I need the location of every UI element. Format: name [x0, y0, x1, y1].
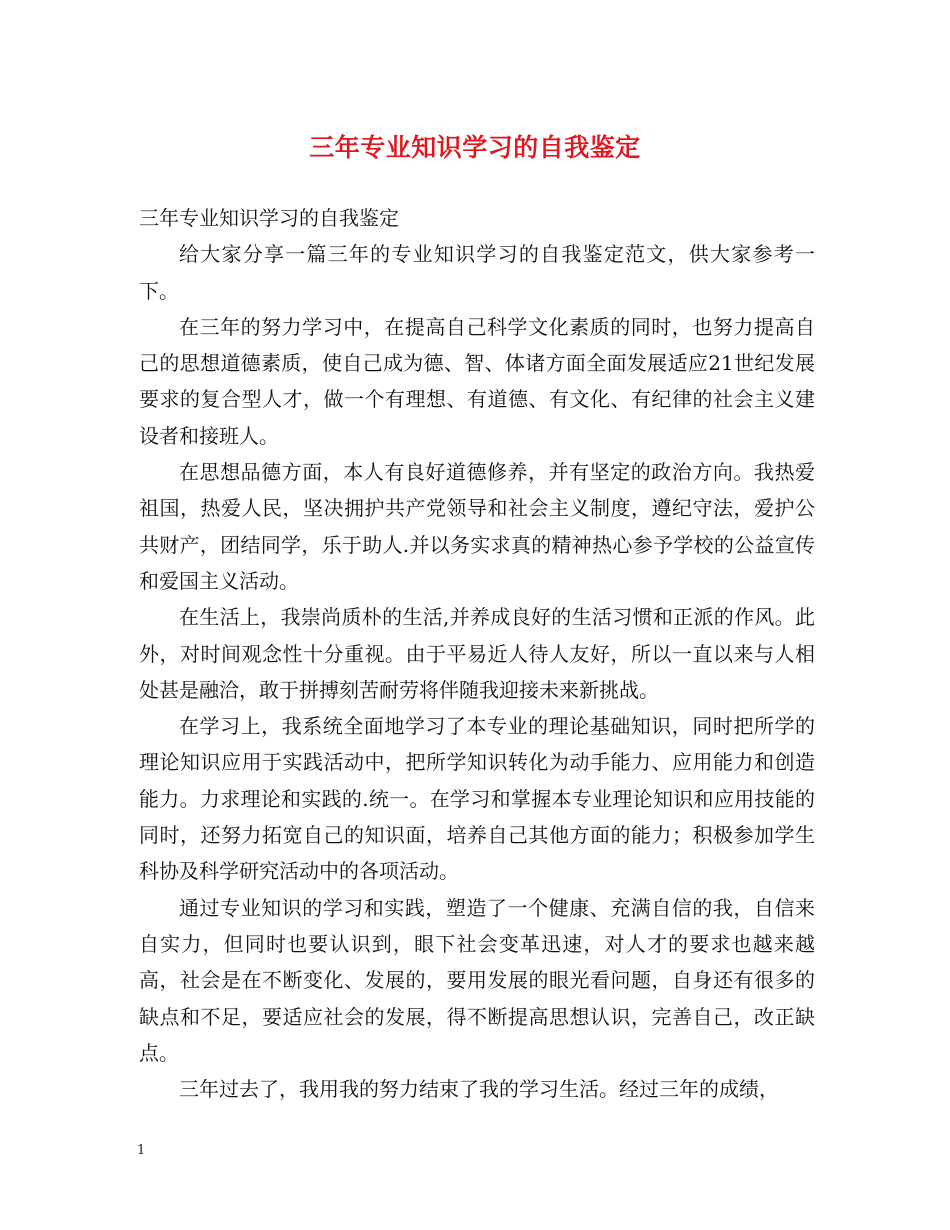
paragraph-study: 在学习上，我系统全面地学习了本专业的理论基础知识，同时把所学的理论知识应用于实践活动中，把所学知识转化为动手能力、应用能力和创造能力。力求理论和实践的.统一。在学习和掌握本专业理论知识和应用技能的同时，还努力拓宽自己的知识面，培养自己其他方面的能力；积极参加学生科协及科学研究活动中的各项活动。 — [139, 714, 815, 884]
paragraph-intro: 给大家分享一篇三年的专业知识学习的自我鉴定范文，供大家参考一下。 — [139, 242, 815, 303]
paragraph-overview: 在三年的努力学习中，在提高自己科学文化素质的同时，也努力提高自己的思想道德素质，使自己成为德、智、体诸方面全面发展适应21世纪发展要求的复合型人才，做一个有理想、有道德、有文化、有纪律的社会主义建设者和接班人。 — [139, 314, 815, 448]
paragraph-conclusion: 三年过去了，我用我的努力结束了我的学习生活。经过三年的成绩， — [179, 1077, 779, 1102]
document-subtitle: 三年专业知识学习的自我鉴定 — [139, 206, 399, 230]
paragraph-life: 在生活上，我崇尚质朴的生活,并养成良好的生活习惯和正派的作风。此外，对时间观念性十分重视。由于平易近人待人友好，所以一直以来与人相处甚是融洽，敢于拼搏刻苦耐劳将伴随我迎接未来新挑战。 — [139, 605, 815, 702]
document-body — [139, 200, 815, 1107]
paragraph-practice: 通过专业知识的学习和实践，塑造了一个健康、充满自信的我，自信来自实力，但同时也要认识到，眼下社会变革迅速，对人才的要求也越来越高，社会是在不断变化、发展的，要用发展的眼光看问题，自身还有很多的缺点和不足，要适应社会的发展，得不断提高思想认识，完善自己，改正缺点。 — [139, 895, 815, 1065]
paragraph-morality: 在思想品德方面，本人有良好道德修养，并有坚定的政治方向。我热爱祖国，热爱人民，坚决拥护共产党领导和社会主义制度，遵纪守法，爱护公共财产，团结同学，乐于助人.并以务实求真的精神热心参予学校的公益宣传和爱国主义活动。 — [139, 460, 815, 593]
document-title: 三年专业知识学习的自我鉴定 — [309, 133, 641, 162]
page-number: 1 — [137, 1143, 146, 1158]
